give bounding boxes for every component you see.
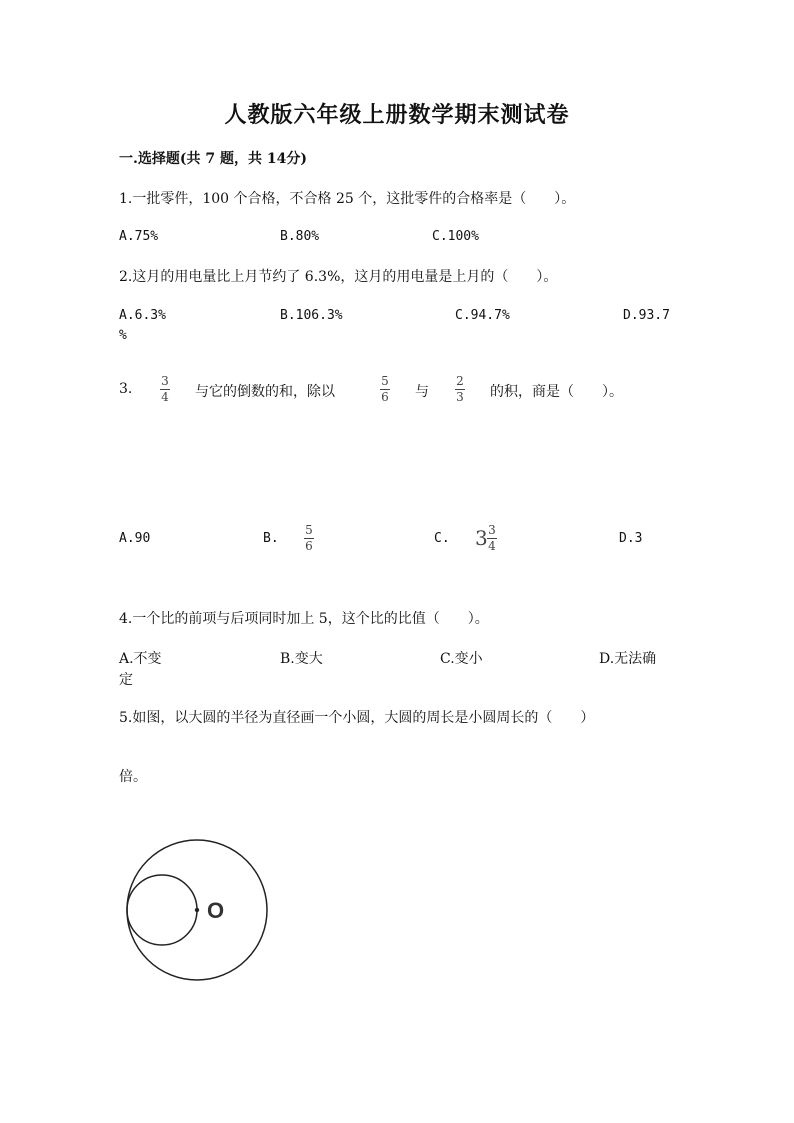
question-3-text-2: 与 — [415, 384, 429, 400]
fraction-denominator: 4 — [488, 539, 496, 553]
question-1-option-c: C.100% — [432, 229, 479, 244]
question-3-option-c: C. — [434, 531, 450, 546]
small-circle — [127, 875, 197, 945]
question-4-option-c: C.变小 — [440, 651, 483, 667]
fraction-numerator: 5 — [305, 523, 313, 537]
option-b-fraction — [304, 524, 314, 553]
fraction-denominator: 3 — [456, 390, 464, 404]
fraction-denominator: 6 — [381, 390, 389, 404]
question-4-stem: 4.一个比的前项与后项同时加上 5，这个比的比值（ ）。 — [119, 611, 489, 627]
question-3-option-a: A.90 — [119, 531, 151, 546]
question-1-stem: 1.一批零件，100 个合格，不合格 25 个，这批零件的合格率是（ ）。 — [119, 191, 576, 207]
question-1-option-a: A.75% — [119, 229, 159, 244]
question-2-option-a: A.6.3% — [119, 308, 166, 323]
fraction-numerator: 3 — [488, 523, 496, 537]
fraction-five-sixths — [380, 375, 390, 404]
question-2-option-d-wrap: % — [119, 328, 127, 343]
question-3-text-3: 的积，商是（ ）。 — [490, 384, 623, 400]
question-4-option-a: A.不变 — [119, 651, 162, 667]
fraction-three-quarters — [160, 375, 170, 404]
question-2-option-b: B.106.3% — [280, 308, 343, 323]
fraction-numerator: 5 — [381, 374, 389, 388]
fraction-numerator: 3 — [161, 374, 169, 388]
fraction-two-thirds — [455, 375, 465, 404]
question-2-option-c: C.94.7% — [455, 308, 510, 323]
section-heading: 一.选择题(共 7 题，共 14分) — [119, 151, 307, 167]
question-4-option-d-wrap: 定 — [119, 672, 133, 688]
center-point — [195, 908, 199, 912]
question-3-option-d: D.3 — [619, 531, 643, 546]
option-c-fraction — [487, 524, 497, 553]
question-4-option-d: D.无法确 — [599, 651, 657, 667]
page-title: 人教版六年级上册数学期末测试卷 — [224, 102, 570, 128]
question-5-tail: 倍。 — [119, 769, 147, 785]
option-c-whole-number: 3 — [475, 526, 488, 550]
question-2-option-d: D.93.7 — [623, 308, 670, 323]
question-5-stem: 5.如图，以大圆的半径为直径画一个小圆，大圆的周长是小圆周长的（ ） — [119, 710, 595, 726]
question-2-stem: 2.这月的用电量比上月节约了 6.3%，这月的用电量是上月的（ ）。 — [119, 269, 558, 285]
fraction-denominator: 6 — [305, 539, 313, 553]
question-3-text-1: 与它的倒数的和，除以 — [195, 384, 335, 400]
fraction-denominator: 4 — [161, 390, 169, 404]
question-3-number: 3. — [119, 381, 133, 397]
question-4-option-b: B.变大 — [280, 651, 323, 667]
center-label: O — [207, 898, 225, 923]
question-1-option-b: B.80% — [280, 229, 320, 244]
question-3-option-b: B. — [263, 531, 279, 546]
circle-figure — [118, 838, 278, 988]
fraction-numerator: 2 — [456, 374, 464, 388]
